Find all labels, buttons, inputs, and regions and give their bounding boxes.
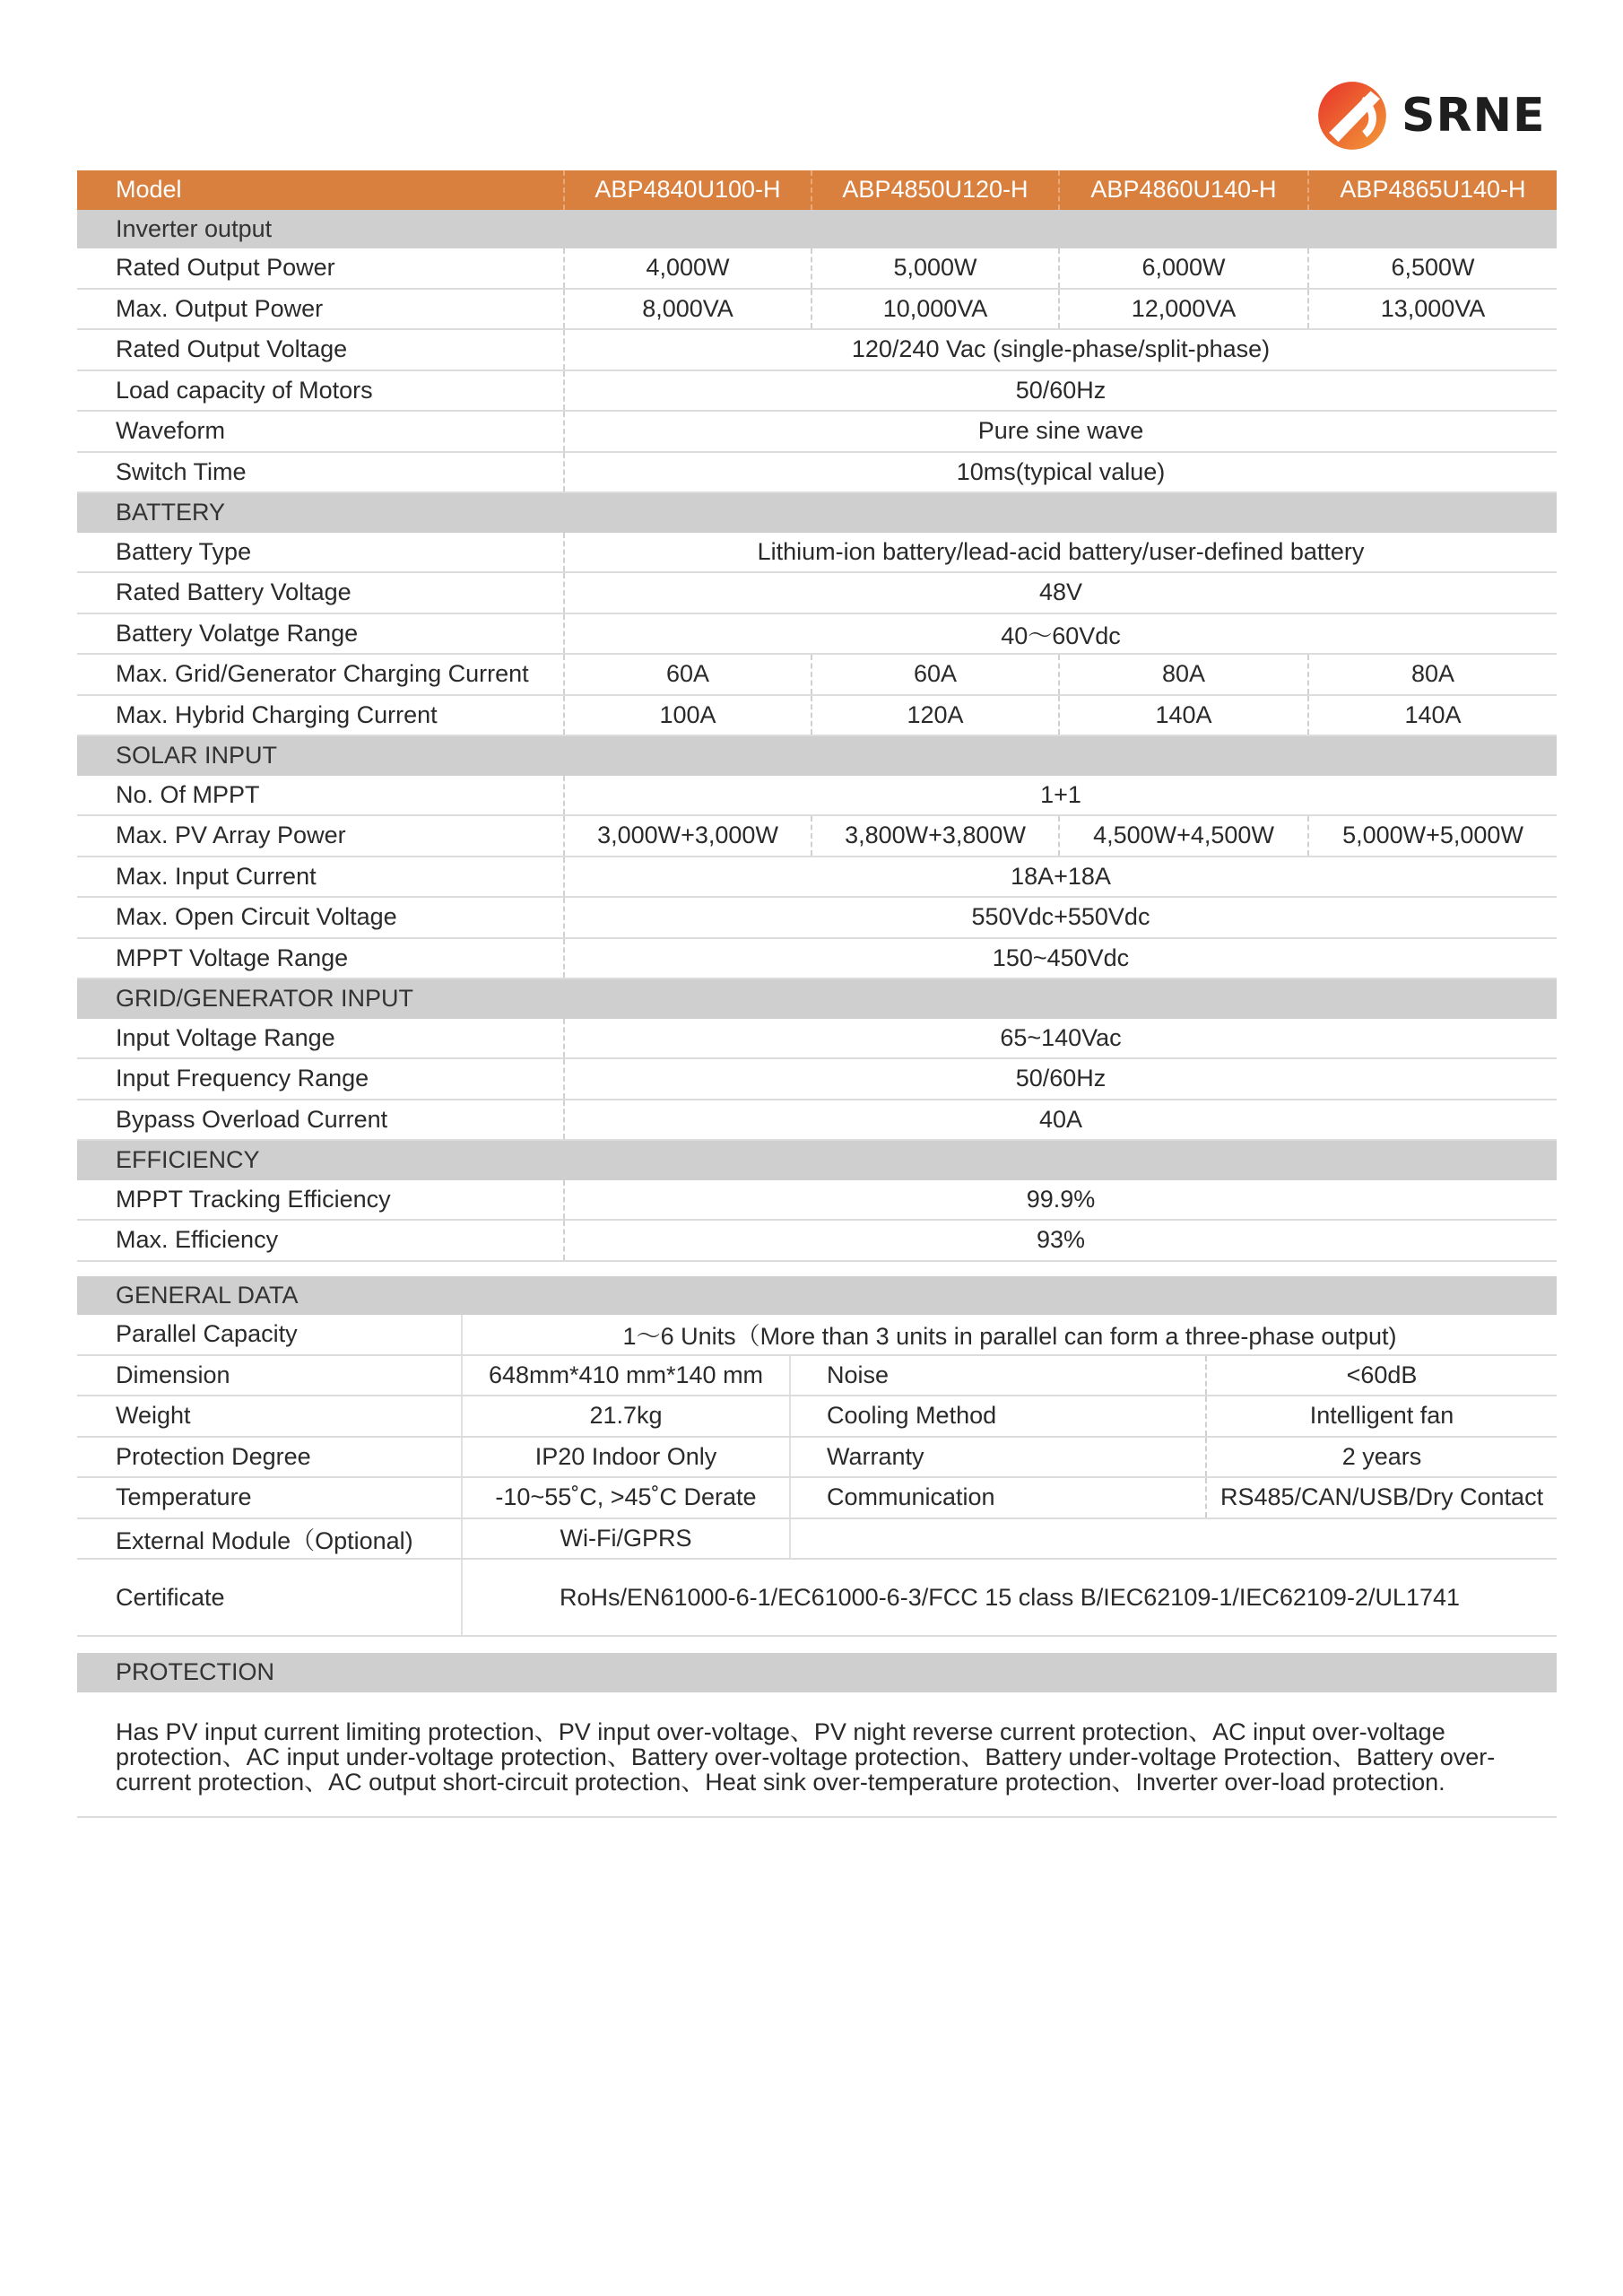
table-row: Max. Output Power 8,000VA 10,000VA 12,000VA 13,000VA: [77, 289, 1557, 330]
table-row: Weight 21.7kg Cooling Method Intelligent fan: [77, 1396, 1557, 1437]
model-3: ABP4860U140-H: [1059, 170, 1308, 210]
model-1: ABP4840U100-H: [564, 170, 812, 210]
general-data-table: [77, 1276, 1557, 1638]
model-4: ABP4865U140-H: [1308, 170, 1557, 210]
table-row: Protection Degree IP20 Indoor Only Warranty 2 years: [77, 1437, 1557, 1478]
brand-logo: [1314, 75, 1556, 156]
table-row: Battery Volatge Range 40～60Vdc: [77, 613, 1557, 655]
table-row: Max. PV Array Power 3,000W+3,000W 3,800W+3,800W 4,500W+4,500W 5,000W+5,000W: [77, 815, 1557, 857]
table-row: Dimension 648mm*410 mm*140 mm Noise <60dB: [77, 1355, 1557, 1396]
table-row: Max. Input Current 18A+18A: [77, 857, 1557, 898]
section-grid-input: GRID/GENERATOR INPUT: [77, 978, 1557, 1019]
table-row: Bypass Overload Current 40A: [77, 1100, 1557, 1141]
table-row: Max. Grid/Generator Charging Current 60A 60A 80A 80A: [77, 654, 1557, 695]
spec-sheet: [77, 170, 1557, 1818]
section-battery: BATTERY: [77, 492, 1557, 533]
section-efficiency: EFFICIENCY: [77, 1140, 1557, 1180]
spec-table: [77, 170, 1557, 1276]
table-row: Parallel Capacity 1～6 Units（More than 3 units in parallel can form a three-phase output): [77, 1315, 1557, 1355]
model-2: ABP4850U120-H: [812, 170, 1059, 210]
section-inverter-output: Inverter output: [77, 210, 1557, 249]
table-row: Input Frequency Range 50/60Hz: [77, 1058, 1557, 1100]
table-row: Temperature -10~55˚C, >45˚C Derate Communication RS485/CAN/USB/Dry Contact: [77, 1477, 1557, 1518]
brand-name: SRNE: [1402, 89, 1546, 143]
section-solar-input: SOLAR INPUT: [77, 735, 1557, 776]
table-row: MPPT Tracking Efficiency 99.9%: [77, 1180, 1557, 1221]
table-row: Rated Output Power 4,000W 5,000W 6,000W 6,500W: [77, 248, 1557, 289]
section-protection: PROTECTION: [77, 1653, 1557, 1692]
protection-description: Has PV input current limiting protection、PV input over-voltage、PV night reverse current protection、AC input over-voltage protection、AC input under-voltage protection、Battery over-voltage protection、Battery under-voltage Protection、Battery over-current protection、AC output short-circuit protection、Heat sink over-temperature protection、Inverter over-load protection.: [77, 1692, 1557, 1818]
table-row: Max. Open Circuit Voltage 550Vdc+550Vdc: [77, 897, 1557, 938]
table-row: Max. Efficiency 93%: [77, 1220, 1557, 1261]
table-row: Switch Time 10ms(typical value): [77, 452, 1557, 493]
table-row: Waveform Pure sine wave: [77, 411, 1557, 452]
table-row: External Module（Optional) Wi-Fi/GPRS: [77, 1518, 1557, 1560]
model-header-row: [77, 170, 1557, 210]
table-row: Rated Output Voltage 120/240 Vac (single-phase/split-phase): [77, 329, 1557, 370]
table-row: Max. Hybrid Charging Current 100A 120A 140A 140A: [77, 695, 1557, 736]
table-row: No. Of MPPT 1+1: [77, 776, 1557, 816]
table-row: MPPT Voltage Range 150~450Vdc: [77, 938, 1557, 979]
srne-logo-icon: [1314, 77, 1391, 154]
table-row: Rated Battery Voltage 48V: [77, 572, 1557, 613]
model-label: Model: [77, 170, 564, 210]
table-row: Load capacity of Motors 50/60Hz: [77, 370, 1557, 412]
table-row: Certificate RoHs/EN61000-6-1/EC61000-6-3/FCC 15 class B/IEC62109-1/IEC62109-2/UL1741: [77, 1559, 1557, 1636]
table-row: Input Voltage Range 65~140Vac: [77, 1019, 1557, 1059]
table-row: Battery Type Lithium-ion battery/lead-acid battery/user-defined battery: [77, 533, 1557, 573]
section-general-data: GENERAL DATA: [77, 1276, 1557, 1316]
